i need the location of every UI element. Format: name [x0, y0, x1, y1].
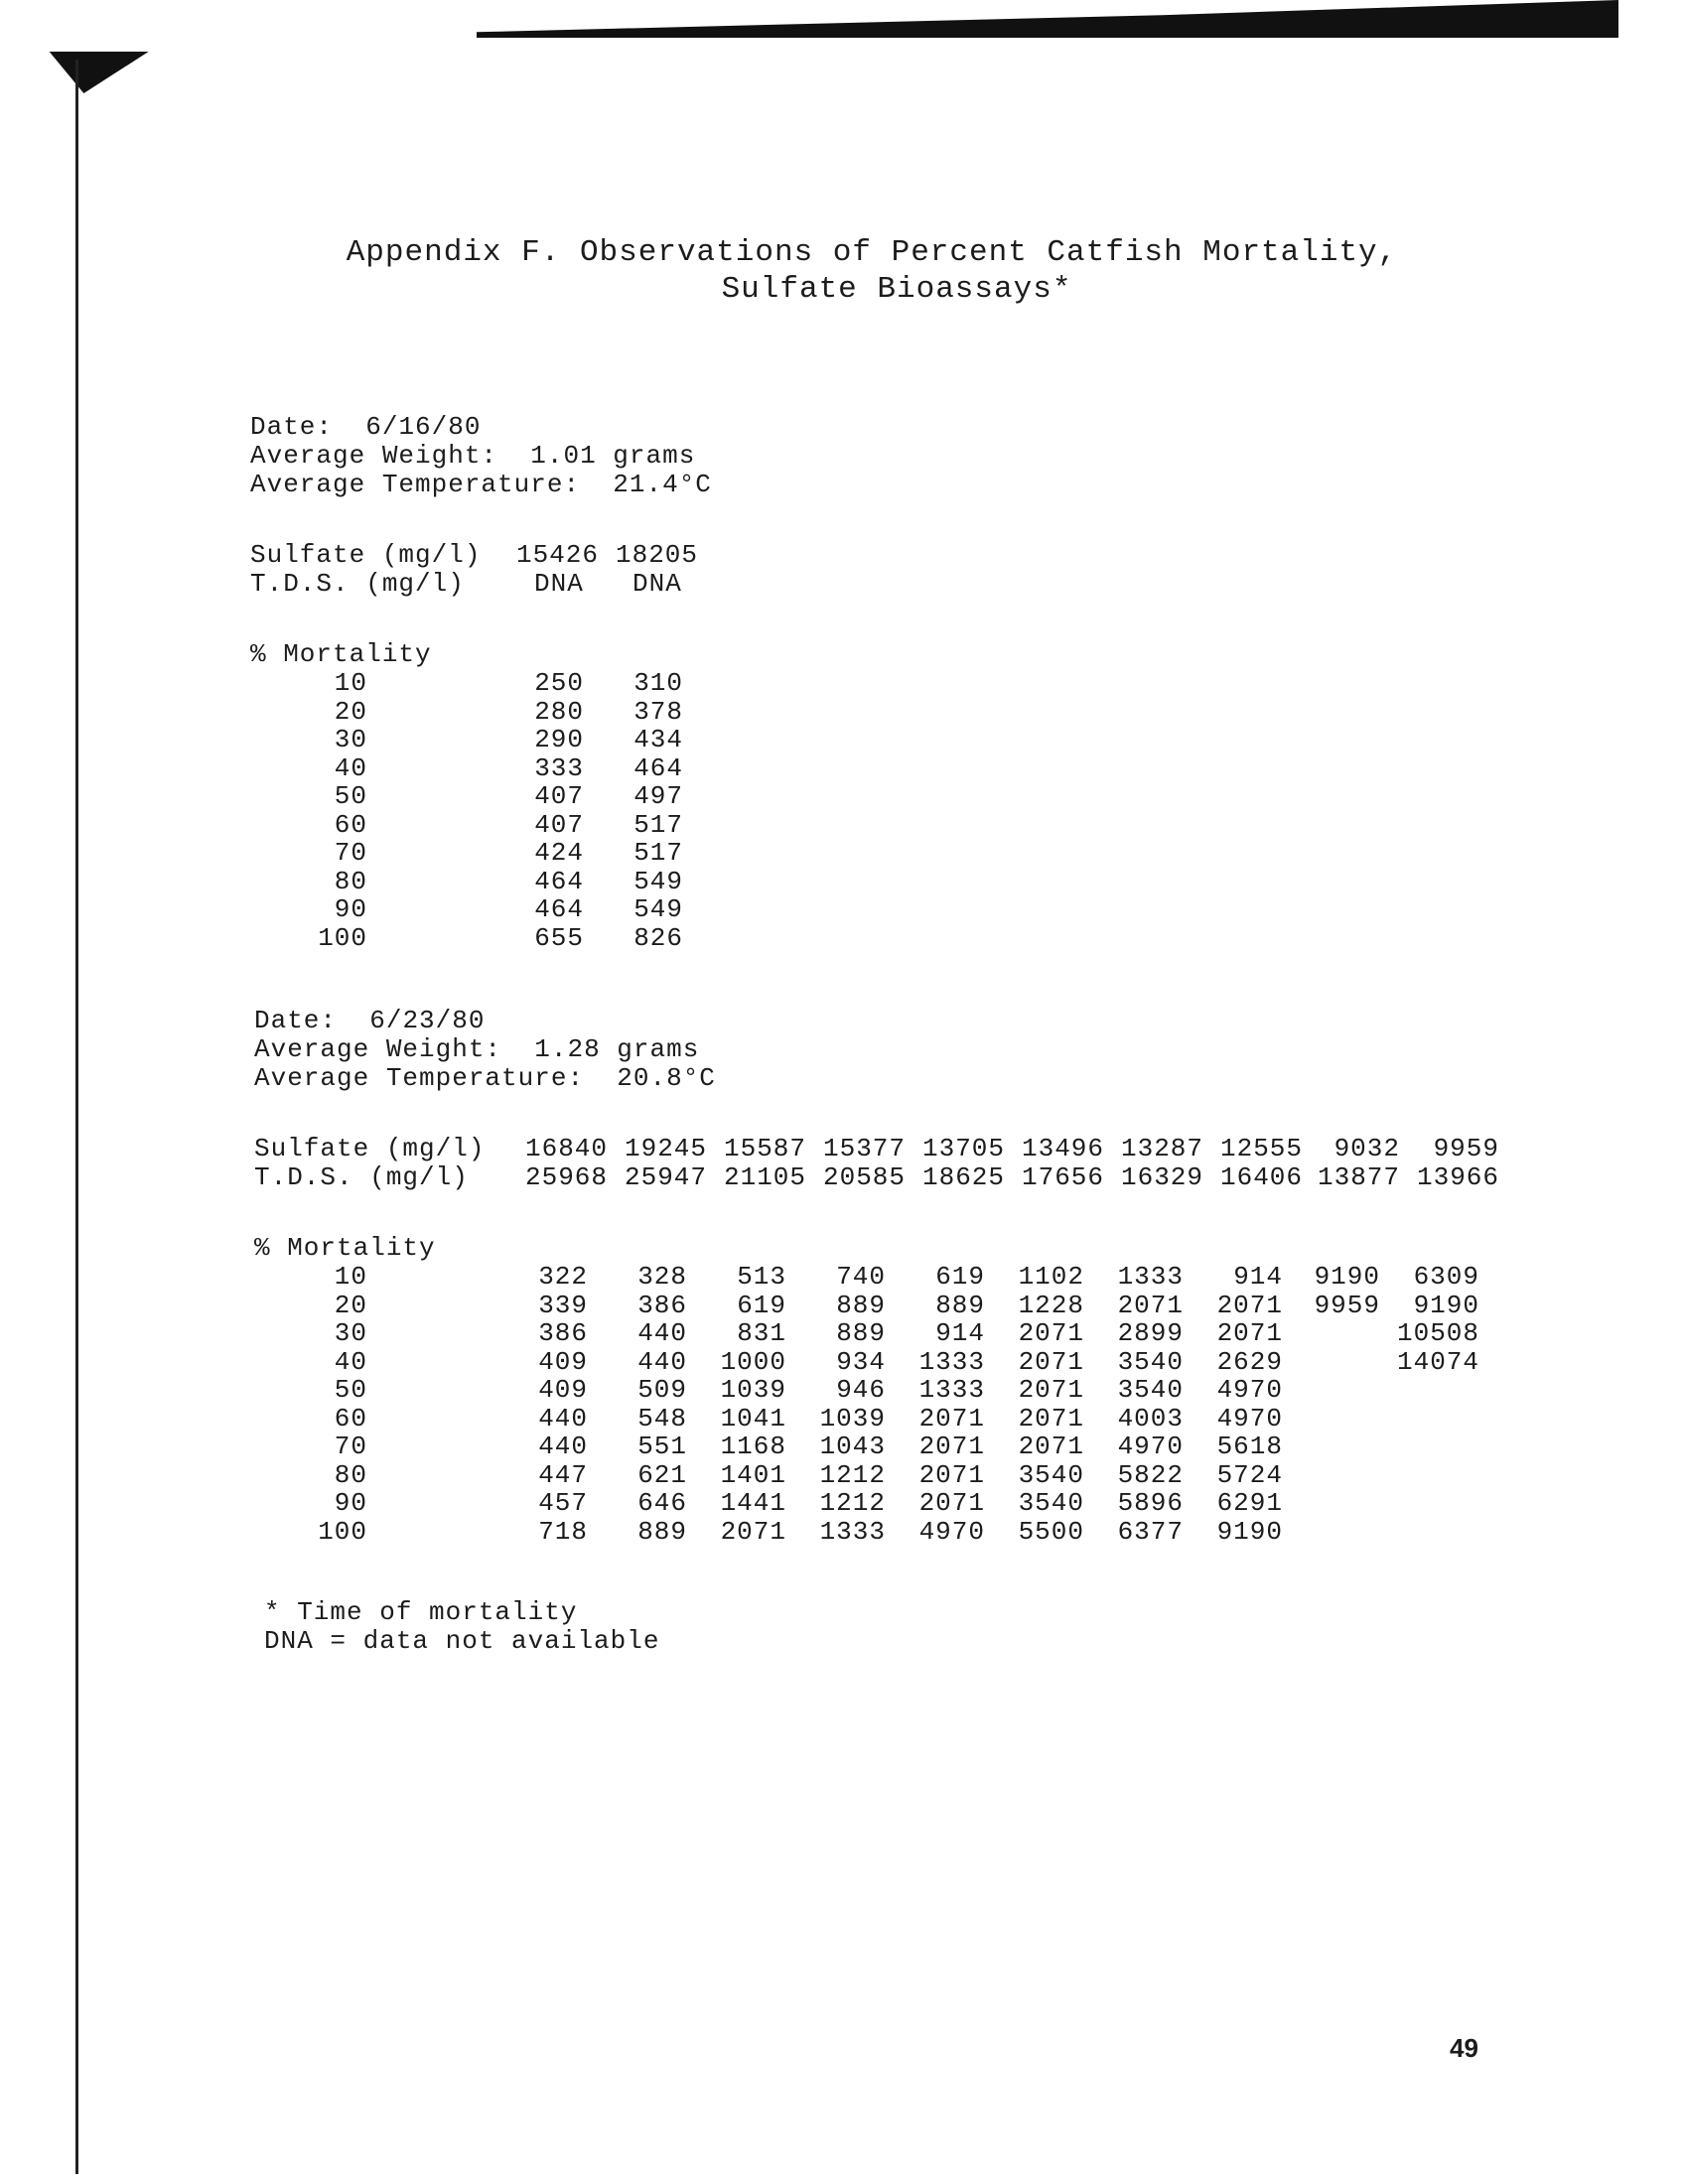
table-row: [298, 1292, 1479, 1320]
exp1-temp-line: [250, 471, 712, 499]
mortality-time-cell: 1333: [918, 1346, 985, 1377]
mortality-time-cell: 655: [534, 922, 584, 953]
mortality-time-cell: 3540: [1018, 1488, 1084, 1518]
mortality-time-cell: 1043: [819, 1432, 886, 1461]
mortality-time-cell: 1041: [720, 1403, 786, 1433]
exp2-date-line: [254, 1007, 485, 1035]
exp1-tds-2: DNA: [632, 569, 682, 599]
mortality-time-cell: 4970: [1216, 1403, 1283, 1433]
table-row: [298, 669, 683, 698]
mortality-time-cell: 386: [538, 1318, 588, 1348]
footnote-dna-definition: DNA = data not available: [264, 1626, 660, 1656]
exp1-sulfate-1: 15426: [516, 540, 600, 570]
mortality-time-cell: 497: [633, 781, 683, 811]
mortality-percent: 60: [334, 809, 367, 840]
mortality-percent: 90: [334, 1488, 367, 1518]
tds-value-cell: 20585: [822, 1161, 906, 1192]
mortality-time-cell: 1333: [819, 1516, 886, 1547]
mortality-time-cell: 934: [836, 1346, 886, 1377]
exp1-weight-label: Average Weight:: [250, 441, 498, 471]
table-row: [298, 895, 683, 924]
mortality-time-cell: 407: [534, 781, 584, 811]
table-row: [298, 1348, 1479, 1377]
mortality-percent: 10: [334, 668, 367, 698]
mortality-time-cell: 10508: [1396, 1318, 1479, 1348]
exp2-mortality-label: % Mortality: [254, 1233, 436, 1263]
table-row: [298, 1319, 1479, 1348]
mortality-time-cell: [1283, 1518, 1380, 1547]
mortality-time-cell: 5896: [1117, 1488, 1184, 1518]
sulfate-value-cell: 16840: [524, 1134, 608, 1163]
exp2-temp: 20.8°C: [617, 1063, 716, 1093]
mortality-time-cell: 6377: [1117, 1516, 1184, 1547]
mortality-percent: 90: [334, 894, 367, 924]
mortality-time-cell: 440: [637, 1346, 687, 1377]
mortality-time-cell: 464: [633, 752, 683, 783]
exp2-weight-label: Average Weight:: [254, 1034, 502, 1064]
exp1-date: 6/16/80: [365, 412, 482, 442]
table-row: [298, 726, 683, 754]
table-row: [298, 1376, 1479, 1405]
tds-value-cell: 21105: [723, 1161, 806, 1192]
mortality-time-cell: [1283, 1433, 1380, 1461]
exp2-date-label: Date:: [254, 1006, 338, 1035]
mortality-time-cell: 4003: [1117, 1403, 1184, 1433]
mortality-time-cell: 4970: [1117, 1432, 1184, 1461]
mortality-time-cell: 333: [534, 752, 584, 783]
exp2-sulfate-label: Sulfate (mg/l): [254, 1134, 486, 1163]
mortality-time-cell: 378: [633, 696, 683, 727]
mortality-percent: 30: [334, 725, 367, 754]
table-row: [298, 924, 683, 953]
mortality-time-cell: 2071: [918, 1403, 985, 1433]
table-row: [298, 1405, 1479, 1433]
mortality-time-cell: [1283, 1405, 1380, 1433]
mortality-time-cell: 2071: [1018, 1403, 1084, 1433]
tds-value-cell: 16406: [1219, 1161, 1303, 1192]
mortality-time-cell: 4970: [1216, 1375, 1283, 1405]
mortality-percent: 80: [334, 1459, 367, 1490]
title-line-1: Appendix F. Observations of Percent Catfish Mortality,: [346, 235, 1398, 270]
mortality-time-cell: 1212: [819, 1488, 886, 1518]
table-row: [298, 1433, 1479, 1461]
mortality-time-cell: 1401: [720, 1459, 786, 1490]
title-line-2: Sulfate Bioassays*: [721, 272, 1072, 307]
mortality-time-cell: 2071: [1216, 1318, 1283, 1348]
mortality-time-cell: 440: [538, 1432, 588, 1461]
tds-value-cell: 13966: [1416, 1161, 1499, 1192]
scan-binding-edge: [75, 60, 78, 2174]
mortality-time-cell: 5724: [1216, 1459, 1283, 1490]
mortality-time-cell: 946: [836, 1375, 886, 1405]
mortality-time-cell: [1380, 1376, 1479, 1405]
mortality-time-cell: 386: [637, 1290, 687, 1320]
tds-value-cell: 25968: [524, 1161, 608, 1192]
mortality-time-cell: 464: [534, 866, 584, 896]
mortality-time-cell: 914: [1233, 1262, 1283, 1292]
exp2-temp-line: [254, 1064, 716, 1093]
mortality-time-cell: 424: [534, 838, 584, 868]
mortality-time-cell: 440: [538, 1403, 588, 1433]
mortality-percent: 10: [334, 1262, 367, 1292]
mortality-time-cell: 1000: [720, 1346, 786, 1377]
mortality-time-cell: 646: [637, 1488, 687, 1518]
mortality-time-cell: 290: [534, 725, 584, 754]
exp2-temp-label: Average Temperature:: [254, 1063, 585, 1093]
mortality-time-cell: [1283, 1319, 1380, 1348]
mortality-time-cell: 434: [633, 725, 683, 754]
mortality-time-cell: 322: [538, 1262, 588, 1292]
mortality-time-cell: [1380, 1489, 1479, 1518]
mortality-time-cell: 548: [637, 1403, 687, 1433]
exp1-weight-line: [250, 442, 695, 471]
table-row: [298, 1263, 1479, 1292]
mortality-time-cell: 1212: [819, 1459, 886, 1490]
sulfate-value-cell: 15587: [723, 1134, 806, 1163]
mortality-time-cell: 9190: [1413, 1290, 1479, 1320]
mortality-time-cell: 889: [836, 1290, 886, 1320]
mortality-time-cell: 2071: [1018, 1346, 1084, 1377]
page-title: [0, 234, 1684, 308]
mortality-percent: 30: [334, 1318, 367, 1348]
mortality-time-cell: 280: [534, 696, 584, 727]
mortality-time-cell: 2629: [1216, 1346, 1283, 1377]
mortality-time-cell: 549: [633, 866, 683, 896]
mortality-time-cell: [1380, 1405, 1479, 1433]
mortality-time-cell: 509: [637, 1375, 687, 1405]
mortality-percent: 20: [334, 1290, 367, 1320]
mortality-time-cell: 2071: [1216, 1290, 1283, 1320]
mortality-time-cell: [1380, 1518, 1479, 1547]
mortality-time-cell: 914: [935, 1318, 985, 1348]
sulfate-value-cell: 9032: [1333, 1134, 1400, 1163]
mortality-time-cell: 447: [538, 1459, 588, 1490]
sulfate-value-cell: 9959: [1433, 1134, 1499, 1163]
mortality-time-cell: 2071: [918, 1432, 985, 1461]
mortality-time-cell: [1283, 1348, 1380, 1377]
exp2-date: 6/23/80: [369, 1006, 486, 1035]
mortality-time-cell: 5822: [1117, 1459, 1184, 1490]
exp2-weight: 1.28 grams: [534, 1034, 700, 1064]
scan-top-edge: [477, 0, 1618, 38]
exp1-date-line: [250, 413, 481, 442]
sulfate-value-cell: 15377: [822, 1134, 906, 1163]
mortality-time-cell: 1228: [1018, 1290, 1084, 1320]
mortality-time-cell: 2071: [918, 1459, 985, 1490]
mortality-time-cell: 517: [633, 838, 683, 868]
mortality-time-cell: 831: [737, 1318, 786, 1348]
mortality-time-cell: 2071: [1018, 1432, 1084, 1461]
mortality-time-cell: 409: [538, 1375, 588, 1405]
exp1-temp: 21.4°C: [613, 470, 712, 499]
mortality-time-cell: 310: [633, 668, 683, 698]
mortality-time-cell: 1168: [720, 1432, 786, 1461]
table-row: [298, 839, 683, 868]
mortality-time-cell: 621: [637, 1459, 687, 1490]
mortality-time-cell: 440: [637, 1318, 687, 1348]
mortality-time-cell: 718: [538, 1516, 588, 1547]
exp1-tds-label: T.D.S. (mg/l): [250, 569, 465, 599]
table-row: [298, 1518, 1479, 1547]
sulfate-value-cell: 13705: [921, 1134, 1005, 1163]
mortality-percent: 70: [334, 838, 367, 868]
table-row: [516, 1163, 1499, 1192]
exp2-weight-line: [254, 1035, 699, 1064]
exp2-mortality-table: [298, 1263, 1479, 1546]
mortality-percent: 40: [334, 752, 367, 783]
mortality-time-cell: 9190: [1314, 1262, 1380, 1292]
mortality-percent: 100: [318, 1516, 367, 1547]
mortality-time-cell: 464: [534, 894, 584, 924]
mortality-time-cell: [1283, 1461, 1380, 1490]
table-row: [298, 782, 683, 811]
mortality-time-cell: 457: [538, 1488, 588, 1518]
table-row: [298, 811, 683, 840]
mortality-time-cell: 889: [836, 1318, 886, 1348]
mortality-time-cell: 3540: [1018, 1459, 1084, 1490]
mortality-time-cell: 5618: [1216, 1432, 1283, 1461]
mortality-time-cell: 339: [538, 1290, 588, 1320]
table-row: [298, 754, 683, 783]
mortality-time-cell: 328: [637, 1262, 687, 1292]
exp2-tds-label: T.D.S. (mg/l): [254, 1162, 469, 1192]
mortality-time-cell: 1102: [1018, 1262, 1084, 1292]
table-row: [298, 868, 683, 896]
mortality-time-cell: 2071: [720, 1516, 786, 1547]
tds-value-cell: 17656: [1021, 1161, 1104, 1192]
mortality-time-cell: 9190: [1216, 1516, 1283, 1547]
table-row: [298, 1489, 1479, 1518]
exp1-tds-1: DNA: [534, 569, 584, 599]
page-number: 49: [1450, 2033, 1478, 2063]
mortality-time-cell: 889: [935, 1290, 985, 1320]
mortality-time-cell: 2071: [1018, 1318, 1084, 1348]
mortality-time-cell: 517: [633, 809, 683, 840]
tds-value-cell: 25947: [624, 1161, 707, 1192]
mortality-percent: 60: [334, 1403, 367, 1433]
mortality-time-cell: 2071: [918, 1488, 985, 1518]
scan-binding-notch: [34, 52, 148, 93]
table-row: [298, 698, 683, 727]
mortality-time-cell: 1039: [819, 1403, 886, 1433]
mortality-time-cell: 14074: [1396, 1346, 1479, 1377]
sulfate-value-cell: 13496: [1021, 1134, 1104, 1163]
mortality-time-cell: 549: [633, 894, 683, 924]
tds-value-cell: 13877: [1317, 1161, 1400, 1192]
exp1-temp-label: Average Temperature:: [250, 470, 581, 499]
mortality-time-cell: 6309: [1413, 1262, 1479, 1292]
mortality-percent: 80: [334, 866, 367, 896]
exp1-mortality-table: [298, 669, 683, 952]
exp2-concentration-table: [516, 1135, 1499, 1191]
mortality-percent: 50: [334, 1375, 367, 1405]
mortality-time-cell: 2071: [1117, 1290, 1184, 1320]
mortality-time-cell: 1039: [720, 1375, 786, 1405]
mortality-time-cell: 6291: [1216, 1488, 1283, 1518]
mortality-time-cell: 619: [737, 1290, 786, 1320]
table-row: [298, 1461, 1479, 1490]
mortality-time-cell: 619: [935, 1262, 985, 1292]
mortality-time-cell: 3540: [1117, 1375, 1184, 1405]
table-row: [516, 1135, 1499, 1163]
mortality-time-cell: 1333: [918, 1375, 985, 1405]
mortality-time-cell: [1380, 1461, 1479, 1490]
mortality-percent: 40: [334, 1346, 367, 1377]
mortality-time-cell: 3540: [1117, 1346, 1184, 1377]
sulfate-value-cell: 19245: [624, 1134, 707, 1163]
mortality-percent: 20: [334, 696, 367, 727]
mortality-time-cell: 9959: [1314, 1290, 1380, 1320]
mortality-time-cell: 250: [534, 668, 584, 698]
sulfate-value-cell: 13287: [1120, 1134, 1203, 1163]
exp1-sulfate-label: Sulfate (mg/l): [250, 540, 482, 570]
mortality-time-cell: [1380, 1433, 1479, 1461]
mortality-time-cell: 1441: [720, 1488, 786, 1518]
mortality-time-cell: [1283, 1376, 1380, 1405]
footnote-time-of-mortality: * Time of mortality: [264, 1597, 578, 1627]
mortality-time-cell: 513: [737, 1262, 786, 1292]
mortality-time-cell: 740: [836, 1262, 886, 1292]
mortality-time-cell: 889: [637, 1516, 687, 1547]
mortality-time-cell: 2071: [1018, 1375, 1084, 1405]
exp1-weight: 1.01 grams: [530, 441, 696, 471]
mortality-time-cell: 1333: [1117, 1262, 1184, 1292]
mortality-percent: 50: [334, 781, 367, 811]
exp1-date-label: Date:: [250, 412, 334, 442]
mortality-time-cell: 407: [534, 809, 584, 840]
sulfate-value-cell: 12555: [1219, 1134, 1303, 1163]
tds-value-cell: 18625: [921, 1161, 1005, 1192]
mortality-time-cell: 5500: [1018, 1516, 1084, 1547]
exp1-sulfate-2: 18205: [616, 540, 699, 570]
mortality-time-cell: 409: [538, 1346, 588, 1377]
mortality-time-cell: 2899: [1117, 1318, 1184, 1348]
mortality-percent: 70: [334, 1432, 367, 1461]
exp1-mortality-label: % Mortality: [250, 639, 432, 669]
mortality-time-cell: 4970: [918, 1516, 985, 1547]
mortality-time-cell: 826: [633, 922, 683, 953]
mortality-time-cell: [1283, 1489, 1380, 1518]
mortality-percent: 100: [318, 922, 367, 953]
tds-value-cell: 16329: [1120, 1161, 1203, 1192]
mortality-time-cell: 551: [637, 1432, 687, 1461]
